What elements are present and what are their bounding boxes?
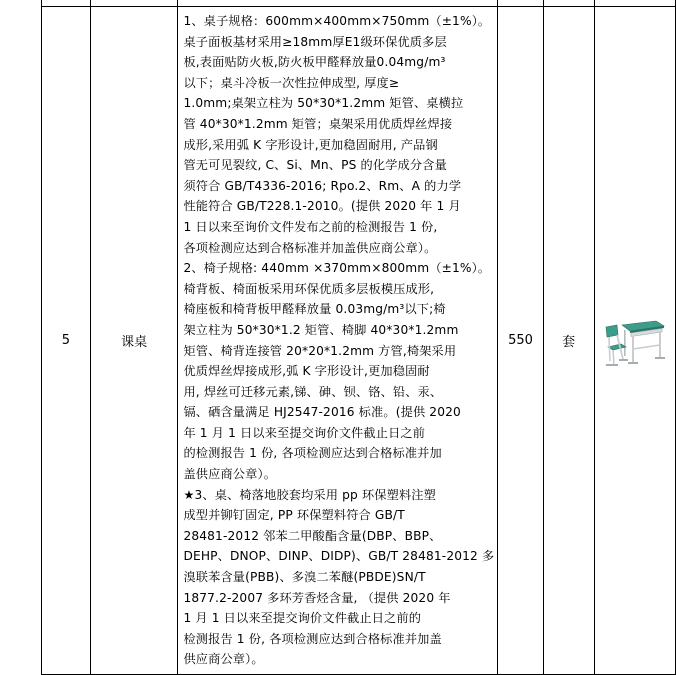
unit: 套 [543,7,594,675]
spec-line: 桌子面板基材采用≥18mm厚E1级环保优质多层 [183,34,447,49]
spec-line: 板,表面贴防火板,防火板甲醛释放量0.04mg/m³ [183,55,446,70]
spec-line: 1 日以来至询价文件发布之前的检测报告 1 份, [183,219,438,234]
spec-line: 成型并铆钉固定, PP 环保塑料符合 GB/T [183,508,405,523]
spec-line: 椅背板、椅面板采用环保优质多层板模压成形, [183,281,435,296]
spec-line: 管 40*30*1.2mm 矩管；桌架采用优质焊丝焊接 [183,116,453,131]
spec-line: 溴联苯含量(PBB)、多溴二苯醚(PBDE)SN/T [183,570,426,585]
spec-line: 检测报告 1 份, 各项检测应达到合格标准并加盖 [183,631,442,646]
spec-line: 28481-2012 邻苯二甲酸酯含量(DBP、BBP、 [183,528,442,543]
row-index: 5 [42,7,91,675]
spec-line: 椅座板和椅背板甲醛释放量 0.03mg/m³以下;椅 [183,302,446,317]
spec-line: 矩管、椅背连接管 20*20*1.2mm 方管,椅架采用 [183,343,457,358]
spec-description [178,7,498,675]
spec-line: 1.0mm;桌架立柱为 50*30*1.2mm 矩管、桌横拉 [183,96,464,111]
spec-line: 各项检测应达到合格标准并加盖供应商公章）。 [183,240,437,255]
spec-line: ★3、桌、椅落地胶套均采用 pp 环保塑料注塑 [183,487,436,502]
spec-lines [183,11,494,670]
spec-line: 盖供应商公章）。 [183,467,277,482]
quantity: 550 [498,7,543,675]
product-image-cell [594,7,675,675]
spec-line: 性能符合 GB/T228.1-2010。(提供 2020 年 1 月 [183,199,461,214]
spec-line: 镉、硒含量满足 HJ2547-2016 标准。(提供 2020 [183,405,461,420]
spec-line: 须符合 GB/T4336-2016; Rpo.2、Rm、A 的力学 [183,178,462,193]
spec-table [41,0,676,675]
spec-line: 以下；桌斗冷板一次性拉伸成型, 厚度≥ [183,75,400,90]
item-name: 课桌 [90,7,178,675]
spec-line: 2、椅子规格: 440mm ×370mm×800mm（±1%）。 [183,261,491,276]
spec-line: 架立柱为 50*30*1.2 矩管、椅脚 40*30*1.2mm [183,322,459,337]
spec-line: 1877.2-2007 多环芳香烃含量, （提供 2020 年 [183,590,451,605]
spec-line: 年 1 月 1 日以来至提交询价文件截止日之前 [183,425,426,440]
spec-line: 1 月 1 日以来至提交询价文件截止日之前的 [183,611,422,626]
spec-line: DEHP、DNOP、DINP、DIDP)、GB/T 28481-2012 多 [183,549,495,564]
table-row [42,7,676,675]
spec-line: 供应商公章）。 [183,652,264,667]
spec-line: 优质焊丝焊接成形,弧 K 字形设计,更加稳固耐 [183,364,430,379]
desk-chair-image [604,313,666,369]
spec-line: 成形,采用弧 K 字形设计,更加稳固耐用, 产品钢 [183,137,438,152]
spec-line: 1、桌子规格：600mm×400mm×750mm（±1%）。 [183,14,491,28]
spec-line: 用, 焊丝可迁移元素,锑、砷、钡、铬、铅、汞、 [183,384,443,399]
spec-line: 的检测报告 1 份, 各项检测应达到合格标准并加 [183,446,442,461]
spec-line: 管无可见裂纹, C、Si、Mn、PS 的化学成分含量 [183,158,447,173]
